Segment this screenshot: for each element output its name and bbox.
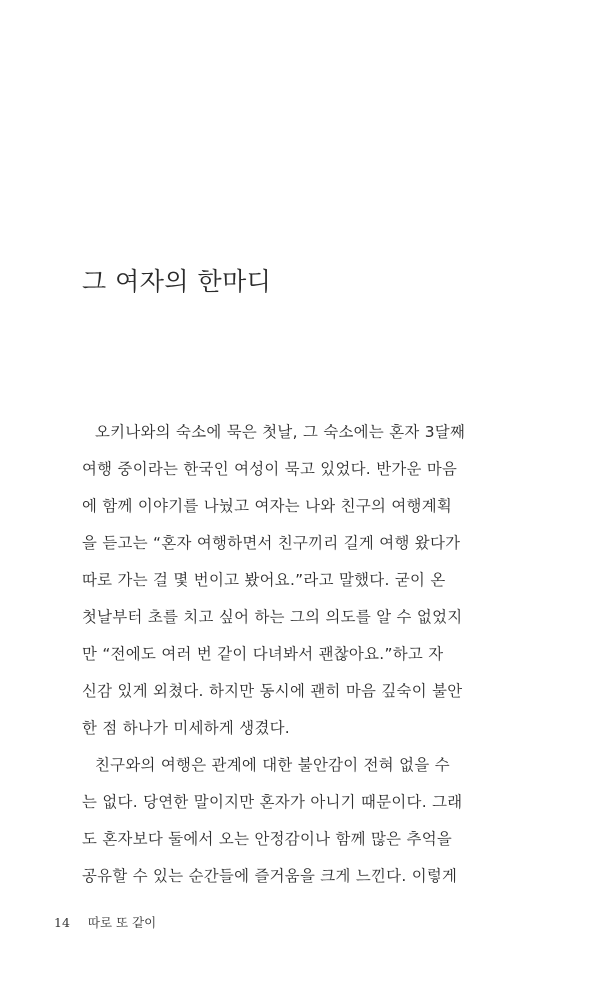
body-line: 도 혼자보다 둘에서 오는 안정감이나 함께 많은 추억을: [82, 830, 453, 848]
body-line: 첫날부터 초를 치고 싶어 하는 그의 의도를 알 수 없었지: [82, 608, 463, 626]
body-text: [82, 421, 526, 902]
chapter-title: 그 여자의 한마디: [82, 267, 272, 296]
page-footer: [54, 913, 156, 931]
body-line: 을 듣고는 “혼자 여행하면서 친구끼리 길게 여행 왔다가: [82, 534, 461, 552]
body-line: 공유할 수 있는 순간들에 즐거움을 크게 느낀다. 이렇게: [82, 867, 458, 885]
body-line: 오키나와의 숙소에 묵은 첫날, 그 숙소에는 혼자 3달째: [95, 423, 466, 441]
body-line: 여행 중이라는 한국인 여성이 묵고 있었다. 반가운 마음: [82, 460, 458, 478]
body-line: 친구와의 여행은 관계에 대한 불안감이 전혀 없을 수: [95, 756, 450, 774]
body-line: 만 “전에도 여러 번 같이 다녀봐서 괜찮아요.”하고 자: [82, 645, 444, 663]
body-line: 는 없다. 당연한 말이지만 혼자가 아니기 때문이다. 그래: [82, 793, 463, 811]
body-line: 에 함께 이야기를 나눴고 여자는 나와 친구의 여행계획: [82, 497, 453, 515]
body-line: 따로 가는 걸 몇 번이고 봤어요.”라고 말했다. 굳이 온: [82, 571, 446, 589]
body-line: 신감 있게 외쳤다. 하지만 동시에 괜히 마음 깊숙이 불안: [82, 682, 463, 700]
running-title: 따로 또 같이: [87, 915, 157, 930]
body-line: 한 점 하나가 미세하게 생겼다.: [82, 719, 290, 737]
page-number: 14: [54, 915, 70, 930]
